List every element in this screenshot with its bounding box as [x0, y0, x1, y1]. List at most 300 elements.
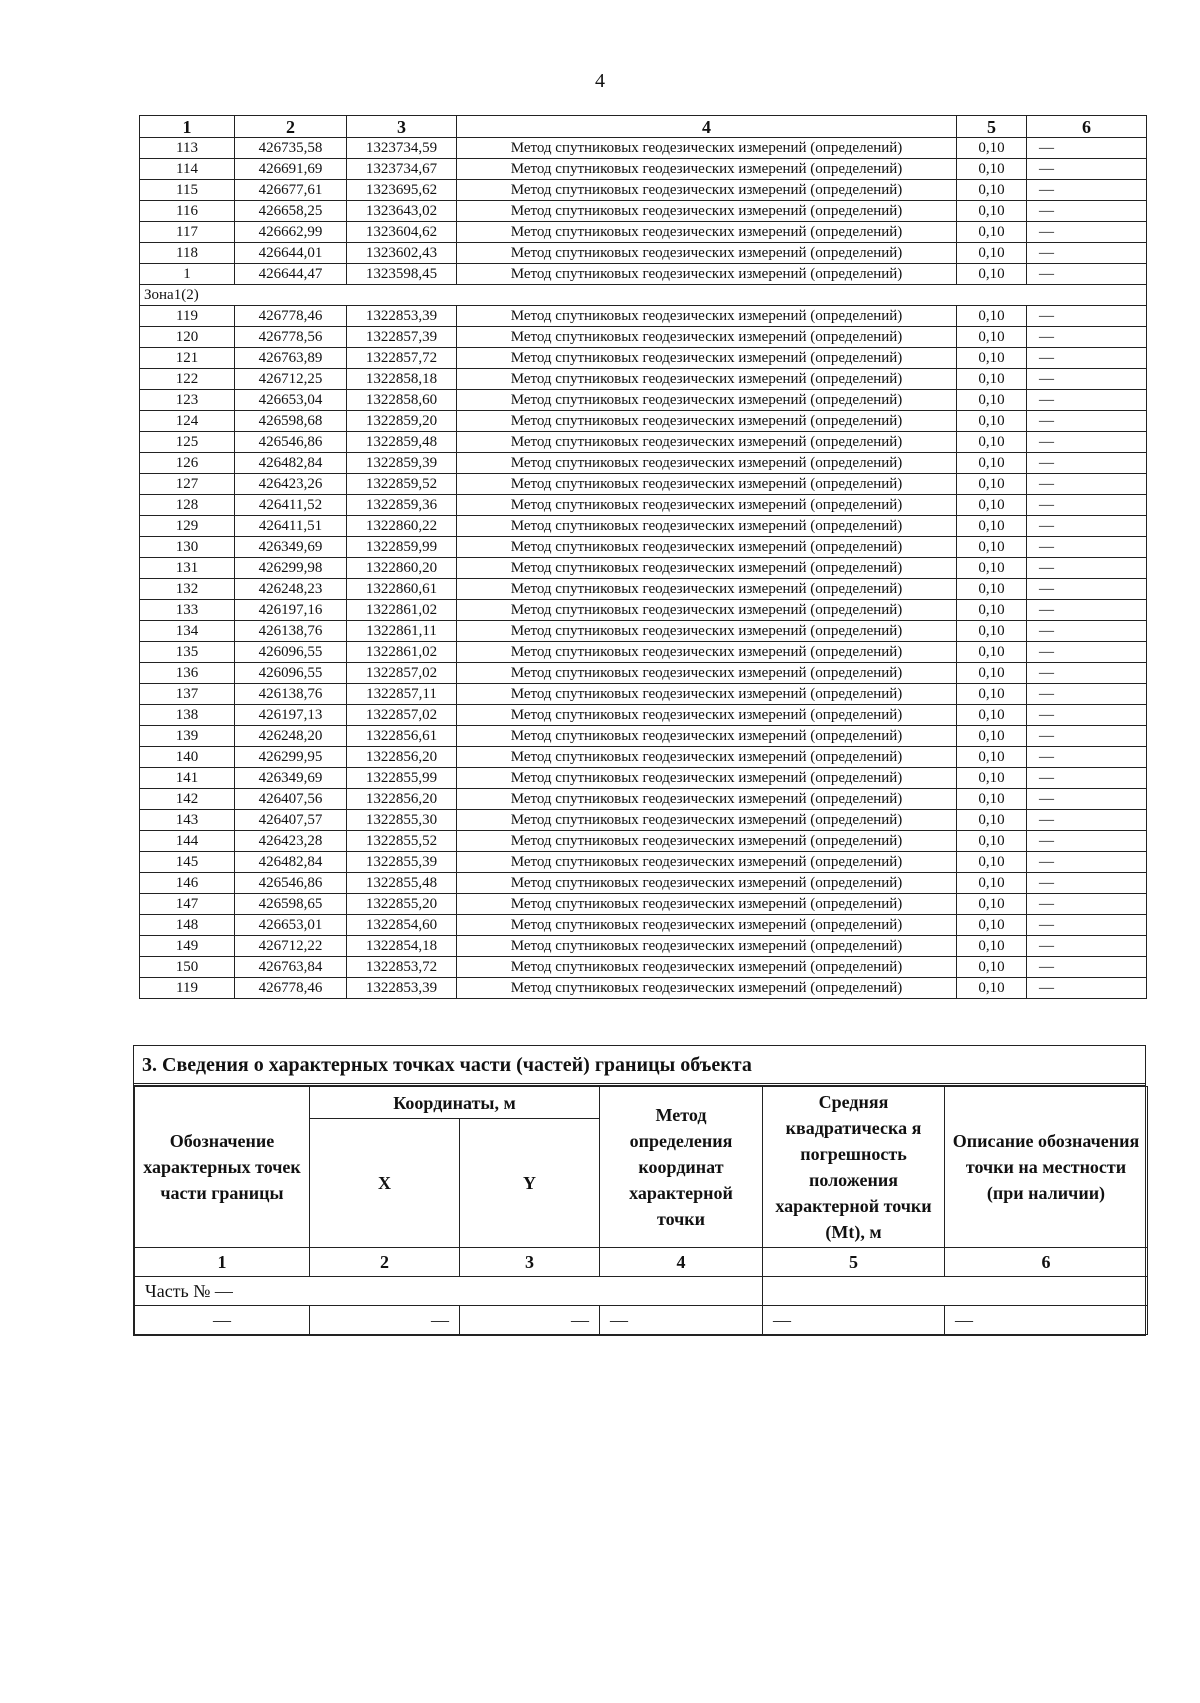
- point-number: 136: [140, 663, 235, 684]
- coord-y: 1322861,02: [347, 600, 457, 621]
- method: Метод спутниковых геодезических измерений (определений): [457, 159, 957, 180]
- description: —: [1027, 705, 1147, 726]
- method: Метод спутниковых геодезических измерений (определений): [457, 222, 957, 243]
- point-number: 117: [140, 222, 235, 243]
- description: —: [1027, 537, 1147, 558]
- coord-y: 1322855,99: [347, 768, 457, 789]
- coord-x: 426248,23: [235, 579, 347, 600]
- zone-row: [140, 285, 1147, 306]
- accuracy: 0,10: [957, 327, 1027, 348]
- accuracy: 0,10: [957, 768, 1027, 789]
- table-row: [140, 558, 1147, 579]
- method: Метод спутниковых геодезических измерений (определений): [457, 852, 957, 873]
- point-number: 134: [140, 621, 235, 642]
- table-row: [140, 768, 1147, 789]
- table-row: [140, 369, 1147, 390]
- description: —: [1027, 348, 1147, 369]
- coord-x: 426778,56: [235, 327, 347, 348]
- coord-y: 1322861,02: [347, 642, 457, 663]
- table-row: [140, 621, 1147, 642]
- description: —: [1027, 579, 1147, 600]
- point-number: 150: [140, 957, 235, 978]
- accuracy: 0,10: [957, 600, 1027, 621]
- description: —: [1027, 264, 1147, 285]
- header-y: Y: [460, 1119, 600, 1248]
- accuracy: 0,10: [957, 978, 1027, 999]
- point-number: 124: [140, 411, 235, 432]
- point-number: 116: [140, 201, 235, 222]
- point-number: 128: [140, 495, 235, 516]
- header-x: X: [310, 1119, 460, 1248]
- description: —: [1027, 390, 1147, 411]
- coord-y: 1322853,39: [347, 978, 457, 999]
- method: Метод спутниковых геодезических измерений (определений): [457, 201, 957, 222]
- coord-y: 1323643,02: [347, 201, 457, 222]
- page-number: 4: [595, 70, 605, 92]
- method: Метод спутниковых геодезических измерений (определений): [457, 390, 957, 411]
- coord-x: 426763,89: [235, 348, 347, 369]
- coord-y: 1322855,52: [347, 831, 457, 852]
- header-coordinates: Координаты, м: [310, 1087, 600, 1119]
- coord-y: 1323604,62: [347, 222, 457, 243]
- description: —: [1027, 663, 1147, 684]
- table-row: [140, 474, 1147, 495]
- accuracy: 0,10: [957, 138, 1027, 159]
- accuracy: 0,10: [957, 369, 1027, 390]
- table-row: [140, 642, 1147, 663]
- description: —: [1027, 306, 1147, 327]
- coord-y: 1322854,60: [347, 915, 457, 936]
- empty-y: —: [460, 1306, 600, 1335]
- coord-y: 1322855,48: [347, 873, 457, 894]
- description: —: [1027, 327, 1147, 348]
- coord-y: 1322855,20: [347, 894, 457, 915]
- point-number: 133: [140, 600, 235, 621]
- table-row: [140, 432, 1147, 453]
- coord-y: 1322859,36: [347, 495, 457, 516]
- accuracy: 0,10: [957, 663, 1027, 684]
- coord-x: 426691,69: [235, 159, 347, 180]
- coord-x: 426677,61: [235, 180, 347, 201]
- table-row: [140, 348, 1147, 369]
- description: —: [1027, 138, 1147, 159]
- table-row: [140, 390, 1147, 411]
- point-number: 144: [140, 831, 235, 852]
- coord-x: 426546,86: [235, 432, 347, 453]
- point-number: 121: [140, 348, 235, 369]
- column-number: 2: [310, 1248, 460, 1277]
- coord-x: 426138,76: [235, 621, 347, 642]
- accuracy: 0,10: [957, 558, 1027, 579]
- coord-x: 426248,20: [235, 726, 347, 747]
- point-number: 140: [140, 747, 235, 768]
- accuracy: 0,10: [957, 957, 1027, 978]
- description: —: [1027, 411, 1147, 432]
- coord-x: 426644,47: [235, 264, 347, 285]
- accuracy: 0,10: [957, 474, 1027, 495]
- method: Метод спутниковых геодезических измерений (определений): [457, 411, 957, 432]
- coord-y: 1322859,99: [347, 537, 457, 558]
- point-number: 125: [140, 432, 235, 453]
- coord-y: 1322860,61: [347, 579, 457, 600]
- coord-x: 426735,58: [235, 138, 347, 159]
- column-number: 4: [457, 116, 957, 138]
- coord-x: 426299,98: [235, 558, 347, 579]
- accuracy: 0,10: [957, 705, 1027, 726]
- method: Метод спутниковых геодезических измерений (определений): [457, 621, 957, 642]
- description: —: [1027, 642, 1147, 663]
- accuracy: 0,10: [957, 684, 1027, 705]
- method: Метод спутниковых геодезических измерений (определений): [457, 831, 957, 852]
- table-row: [140, 747, 1147, 768]
- table-row: [140, 537, 1147, 558]
- description: —: [1027, 453, 1147, 474]
- coord-y: 1322861,11: [347, 621, 457, 642]
- table-row: [140, 873, 1147, 894]
- description: —: [1027, 684, 1147, 705]
- description: —: [1027, 621, 1147, 642]
- point-number: 149: [140, 936, 235, 957]
- method: Метод спутниковых геодезических измерений (определений): [457, 474, 957, 495]
- point-number: 126: [140, 453, 235, 474]
- description: —: [1027, 201, 1147, 222]
- method: Метод спутниковых геодезических измерений (определений): [457, 453, 957, 474]
- method: Метод спутниковых геодезических измерений (определений): [457, 768, 957, 789]
- description: —: [1027, 936, 1147, 957]
- accuracy: 0,10: [957, 306, 1027, 327]
- coord-y: 1322859,52: [347, 474, 457, 495]
- coord-y: 1322857,02: [347, 663, 457, 684]
- point-number: 114: [140, 159, 235, 180]
- coord-x: 426197,13: [235, 705, 347, 726]
- accuracy: 0,10: [957, 831, 1027, 852]
- method: Метод спутниковых геодезических измерений (определений): [457, 663, 957, 684]
- coord-x: 426763,84: [235, 957, 347, 978]
- coord-x: 426411,52: [235, 495, 347, 516]
- table-row: [140, 222, 1147, 243]
- coord-x: 426482,84: [235, 453, 347, 474]
- point-number: 147: [140, 894, 235, 915]
- point-number: 137: [140, 684, 235, 705]
- table-row: [140, 831, 1147, 852]
- point-number: 118: [140, 243, 235, 264]
- method: Метод спутниковых геодезических измерений (определений): [457, 915, 957, 936]
- zone-label: Зона1(2): [140, 285, 1147, 306]
- description: —: [1027, 978, 1147, 999]
- point-number: 119: [140, 978, 235, 999]
- coord-x: 426712,25: [235, 369, 347, 390]
- empty-method: —: [600, 1306, 763, 1335]
- point-number: 130: [140, 537, 235, 558]
- description: —: [1027, 159, 1147, 180]
- coord-x: 426407,57: [235, 810, 347, 831]
- accuracy: 0,10: [957, 432, 1027, 453]
- accuracy: 0,10: [957, 411, 1027, 432]
- accuracy: 0,10: [957, 453, 1027, 474]
- column-number: 5: [957, 116, 1027, 138]
- accuracy: 0,10: [957, 180, 1027, 201]
- accuracy: 0,10: [957, 726, 1027, 747]
- table-row: [140, 789, 1147, 810]
- description: —: [1027, 747, 1147, 768]
- point-number: 119: [140, 306, 235, 327]
- coord-x: 426407,56: [235, 789, 347, 810]
- accuracy: 0,10: [957, 159, 1027, 180]
- table-row: [140, 201, 1147, 222]
- coord-y: 1322859,39: [347, 453, 457, 474]
- coord-x: 426096,55: [235, 642, 347, 663]
- accuracy: 0,10: [957, 642, 1027, 663]
- method: Метод спутниковых геодезических измерений (определений): [457, 264, 957, 285]
- description: —: [1027, 789, 1147, 810]
- method: Метод спутниковых геодезических измерений (определений): [457, 978, 957, 999]
- coord-y: 1322857,02: [347, 705, 457, 726]
- empty-description: —: [945, 1306, 1148, 1335]
- table-row: [140, 306, 1147, 327]
- table-row: [140, 138, 1147, 159]
- header-description: Описание обозначения точки на местности (при наличии): [945, 1087, 1148, 1248]
- coord-y: 1323734,59: [347, 138, 457, 159]
- coord-x: 426096,55: [235, 663, 347, 684]
- table-row: [140, 726, 1147, 747]
- method: Метод спутниковых геодезических измерений (определений): [457, 558, 957, 579]
- description: —: [1027, 768, 1147, 789]
- section-title: 3. Сведения о характерных точках части (частей) границы объекта: [134, 1046, 1145, 1086]
- description: —: [1027, 831, 1147, 852]
- accuracy: 0,10: [957, 873, 1027, 894]
- empty-accuracy: —: [763, 1306, 945, 1335]
- point-number: 127: [140, 474, 235, 495]
- column-number: 6: [1027, 116, 1147, 138]
- coord-y: 1322853,39: [347, 306, 457, 327]
- description: —: [1027, 558, 1147, 579]
- table-row: [140, 600, 1147, 621]
- coord-y: 1322858,60: [347, 390, 457, 411]
- header-designation: Обозначение характерных точек части границы: [135, 1087, 310, 1248]
- coord-y: 1323734,67: [347, 159, 457, 180]
- method: Метод спутниковых геодезических измерений (определений): [457, 726, 957, 747]
- column-number: 2: [235, 116, 347, 138]
- table-row: [140, 936, 1147, 957]
- description: —: [1027, 222, 1147, 243]
- coord-y: 1322857,39: [347, 327, 457, 348]
- description: —: [1027, 726, 1147, 747]
- coord-x: 426423,28: [235, 831, 347, 852]
- coord-y: 1322855,39: [347, 852, 457, 873]
- table-row: [140, 243, 1147, 264]
- coord-x: 426712,22: [235, 936, 347, 957]
- coord-x: 426662,99: [235, 222, 347, 243]
- table-row: [140, 705, 1147, 726]
- method: Метод спутниковых геодезических измерений (определений): [457, 180, 957, 201]
- point-number: 138: [140, 705, 235, 726]
- description: —: [1027, 180, 1147, 201]
- header-method: Метод определения координат характерной точки: [600, 1087, 763, 1248]
- description: —: [1027, 873, 1147, 894]
- coord-x: 426349,69: [235, 537, 347, 558]
- column-number: 1: [140, 116, 235, 138]
- header-accuracy: Средняя квадратическа я погрешность положения характерной точки (Mt), м: [763, 1087, 945, 1248]
- point-number: 1: [140, 264, 235, 285]
- method: Метод спутниковых геодезических измерений (определений): [457, 684, 957, 705]
- coord-x: 426644,01: [235, 243, 347, 264]
- column-number: 3: [460, 1248, 600, 1277]
- table-row: [140, 684, 1147, 705]
- method: Метод спутниковых геодезических измерений (определений): [457, 810, 957, 831]
- point-number: 148: [140, 915, 235, 936]
- table-row: [140, 516, 1147, 537]
- table-row: [140, 264, 1147, 285]
- coord-x: 426482,84: [235, 852, 347, 873]
- method: Метод спутниковых геодезических измерений (определений): [457, 495, 957, 516]
- table-row: [140, 180, 1147, 201]
- coord-y: 1322859,48: [347, 432, 457, 453]
- point-number: 120: [140, 327, 235, 348]
- accuracy: 0,10: [957, 516, 1027, 537]
- coord-y: 1322860,22: [347, 516, 457, 537]
- accuracy: 0,10: [957, 915, 1027, 936]
- accuracy: 0,10: [957, 348, 1027, 369]
- table-row: [140, 411, 1147, 432]
- accuracy: 0,10: [957, 789, 1027, 810]
- accuracy: 0,10: [957, 894, 1027, 915]
- method: Метод спутниковых геодезических измерений (определений): [457, 705, 957, 726]
- coord-y: 1322856,61: [347, 726, 457, 747]
- coord-x: 426423,26: [235, 474, 347, 495]
- method: Метод спутниковых геодезических измерений (определений): [457, 600, 957, 621]
- point-number: 145: [140, 852, 235, 873]
- method: Метод спутниковых геодезических измерений (определений): [457, 747, 957, 768]
- accuracy: 0,10: [957, 495, 1027, 516]
- accuracy: 0,10: [957, 537, 1027, 558]
- table-row: [140, 978, 1147, 999]
- accuracy: 0,10: [957, 621, 1027, 642]
- accuracy: 0,10: [957, 243, 1027, 264]
- method: Метод спутниковых геодезических измерений (определений): [457, 894, 957, 915]
- method: Метод спутниковых геодезических измерений (определений): [457, 579, 957, 600]
- column-number: 5: [763, 1248, 945, 1277]
- coord-x: 426653,01: [235, 915, 347, 936]
- coord-y: 1322856,20: [347, 789, 457, 810]
- column-number: 6: [945, 1248, 1148, 1277]
- point-number: 143: [140, 810, 235, 831]
- accuracy: 0,10: [957, 201, 1027, 222]
- point-number: 131: [140, 558, 235, 579]
- description: —: [1027, 852, 1147, 873]
- accuracy: 0,10: [957, 852, 1027, 873]
- coord-y: 1322859,20: [347, 411, 457, 432]
- coord-x: 426138,76: [235, 684, 347, 705]
- method: Метод спутниковых геодезических измерений (определений): [457, 138, 957, 159]
- method: Метод спутниковых геодезических измерений (определений): [457, 789, 957, 810]
- point-number: 135: [140, 642, 235, 663]
- method: Метод спутниковых геодезических измерений (определений): [457, 516, 957, 537]
- coord-x: 426653,04: [235, 390, 347, 411]
- method: Метод спутниковых геодезических измерений (определений): [457, 936, 957, 957]
- method: Метод спутниковых геодезических измерений (определений): [457, 642, 957, 663]
- column-number: 1: [135, 1248, 310, 1277]
- column-number: 3: [347, 116, 457, 138]
- description: —: [1027, 495, 1147, 516]
- point-number: 113: [140, 138, 235, 159]
- point-number: 139: [140, 726, 235, 747]
- coord-x: 426778,46: [235, 978, 347, 999]
- description: —: [1027, 243, 1147, 264]
- coord-x: 426546,86: [235, 873, 347, 894]
- description: —: [1027, 600, 1147, 621]
- method: Метод спутниковых геодезических измерений (определений): [457, 306, 957, 327]
- point-number: 115: [140, 180, 235, 201]
- point-number: 146: [140, 873, 235, 894]
- table-row: [140, 810, 1147, 831]
- table-row: [140, 453, 1147, 474]
- method: Метод спутниковых геодезических измерений (определений): [457, 369, 957, 390]
- table-row: [140, 579, 1147, 600]
- description: —: [1027, 516, 1147, 537]
- coord-x: 426197,16: [235, 600, 347, 621]
- method: Метод спутниковых геодезических измерений (определений): [457, 873, 957, 894]
- table-row: [140, 915, 1147, 936]
- description: —: [1027, 810, 1147, 831]
- coord-y: 1323602,43: [347, 243, 457, 264]
- part-label: Часть № —: [135, 1277, 763, 1306]
- coord-y: 1322854,18: [347, 936, 457, 957]
- part-points-table: [134, 1086, 1148, 1335]
- point-number: 129: [140, 516, 235, 537]
- description: —: [1027, 915, 1147, 936]
- method: Метод спутниковых геодезических измерений (определений): [457, 348, 957, 369]
- coord-y: 1323598,45: [347, 264, 457, 285]
- table-row: [140, 327, 1147, 348]
- part-label-empty: [763, 1277, 1148, 1306]
- method: Метод спутниковых геодезических измерений (определений): [457, 432, 957, 453]
- coord-x: 426299,95: [235, 747, 347, 768]
- description: —: [1027, 432, 1147, 453]
- description: —: [1027, 957, 1147, 978]
- coord-y: 1322857,11: [347, 684, 457, 705]
- coord-x: 426349,69: [235, 768, 347, 789]
- description: —: [1027, 474, 1147, 495]
- coord-x: 426598,65: [235, 894, 347, 915]
- table-header-row: [140, 116, 1147, 138]
- accuracy: 0,10: [957, 222, 1027, 243]
- coord-y: 1322860,20: [347, 558, 457, 579]
- coord-x: 426658,25: [235, 201, 347, 222]
- empty-x: —: [310, 1306, 460, 1335]
- table-row: [140, 852, 1147, 873]
- accuracy: 0,10: [957, 579, 1027, 600]
- accuracy: 0,10: [957, 810, 1027, 831]
- table-row: [140, 894, 1147, 915]
- table-row: [140, 495, 1147, 516]
- coord-y: 1322853,72: [347, 957, 457, 978]
- coord-x: 426778,46: [235, 306, 347, 327]
- point-number: 122: [140, 369, 235, 390]
- method: Метод спутниковых геодезических измерений (определений): [457, 957, 957, 978]
- point-number: 123: [140, 390, 235, 411]
- coord-y: 1322857,72: [347, 348, 457, 369]
- empty-designation: —: [135, 1306, 310, 1335]
- point-number: 132: [140, 579, 235, 600]
- coordinates-table: [139, 115, 1147, 999]
- point-number: 141: [140, 768, 235, 789]
- accuracy: 0,10: [957, 264, 1027, 285]
- coord-y: 1322856,20: [347, 747, 457, 768]
- section-3-part-points: [133, 1045, 1146, 1336]
- table-row: [140, 159, 1147, 180]
- accuracy: 0,10: [957, 390, 1027, 411]
- coord-y: 1323695,62: [347, 180, 457, 201]
